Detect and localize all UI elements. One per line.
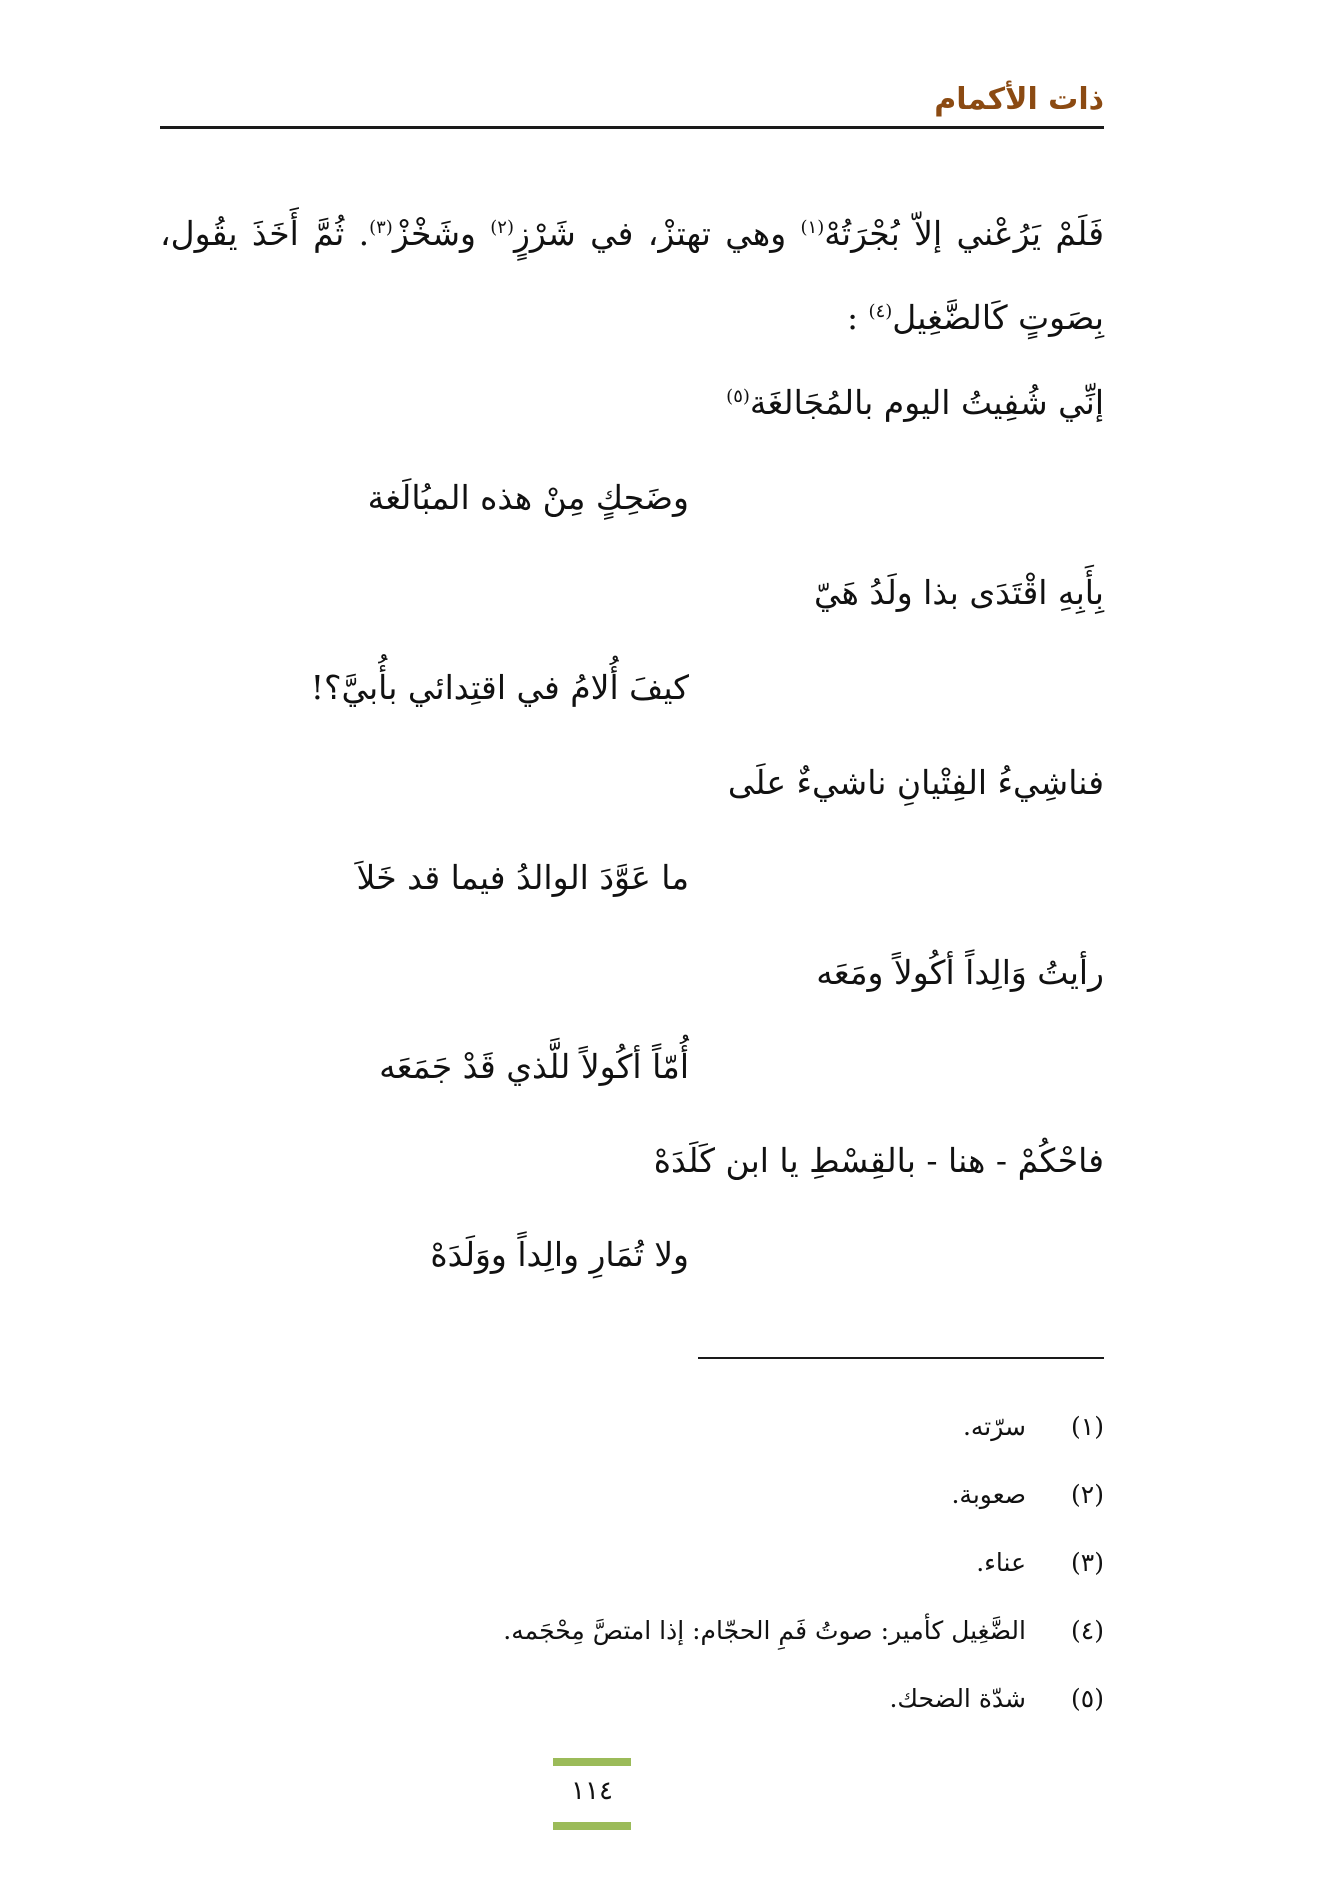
prose-segment: وهي تهتزْ، في شَرْزٍ xyxy=(514,214,801,253)
prose-segment: : xyxy=(846,298,869,337)
verse-line: كيفَ أُلامُ في اقتِدائي بأُبيَّ؟! xyxy=(310,668,689,707)
prose-segment: وشَخْزْ xyxy=(392,214,491,253)
footnote-marker[interactable]: (٤) xyxy=(868,301,893,322)
page-number-block xyxy=(553,1758,631,1830)
footnote-number: (٤) xyxy=(1071,1615,1104,1645)
verse-line: ولا تُمَارِ والِداً ووَلَدَهْ xyxy=(430,1235,689,1274)
footnote-item xyxy=(503,1664,1104,1732)
prose-segment: فَلَمْ يَرُعْني إلاّ بُجْرَتُهْ xyxy=(824,214,1104,253)
footnote-separator xyxy=(698,1357,1104,1359)
footnote-marker[interactable]: (٢) xyxy=(490,217,514,238)
footnotes-list xyxy=(503,1392,1104,1732)
verse-line xyxy=(726,383,1104,422)
prose-segment: . ثُمَّ أَخَذَ يقُول، بِصَوتٍ كَالضَّغِيل xyxy=(160,214,1104,337)
prose-paragraph xyxy=(160,192,1104,360)
running-header-title: ذات الأكمام xyxy=(934,82,1104,117)
footnote-item xyxy=(503,1460,1104,1528)
verse-line: فناشِيءُ الفِتْيانِ ناشيءٌ علَى xyxy=(727,763,1104,802)
footnote-text: عناء. xyxy=(976,1547,1026,1577)
page-number-bar-bottom xyxy=(553,1822,631,1830)
footnote-number: (٥) xyxy=(1071,1683,1104,1713)
verse-line: ما عَوَّدَ الوالدُ فيما قد خَلاَ xyxy=(356,858,689,897)
footnote-marker[interactable]: (٥) xyxy=(726,386,750,407)
footnote-number: (٣) xyxy=(1071,1547,1104,1577)
page-number-bar-top xyxy=(553,1758,631,1766)
footnote-marker[interactable]: (١) xyxy=(800,217,825,238)
verse-line: أُمّاً أكُولاً للَّذي قَدْ جَمَعَه xyxy=(379,1047,689,1086)
footnote-item xyxy=(503,1392,1104,1460)
footnote-number: (١) xyxy=(1071,1411,1104,1441)
footnote-text: صعوبة. xyxy=(951,1479,1026,1509)
page-number: ١١٤ xyxy=(571,1776,613,1806)
footnote-item xyxy=(503,1596,1104,1664)
footnote-text: سرّته. xyxy=(962,1411,1026,1441)
verse-line: بِأَبِهِ اقْتَدَى بذا ولَدُ هَيّ xyxy=(813,573,1104,612)
verse-line: وضَحِكٍ مِنْ هذه المبُالَغة xyxy=(367,478,689,517)
verse-line: فاحْكُمْ - هنا - بالقِسْطِ يا ابن كَلَدَهْ xyxy=(653,1141,1104,1180)
header-rule xyxy=(160,126,1104,129)
footnote-text: الضَّغِيل كأمير: صوتُ فَمِ الحجّام: إذا امتصَّ مِحْجَمه. xyxy=(503,1615,1026,1645)
footnote-item xyxy=(503,1528,1104,1596)
footnote-number: (٢) xyxy=(1071,1479,1104,1509)
footnote-marker[interactable]: (٣) xyxy=(369,217,393,238)
verse-line: رأيتُ وَالِداً أكُولاً ومَعَه xyxy=(816,953,1104,992)
verse-text: إنِّي شُفِيتُ اليوم بالمُجَالغَة xyxy=(749,383,1104,422)
footnote-text: شدّة الضحك. xyxy=(889,1683,1026,1713)
